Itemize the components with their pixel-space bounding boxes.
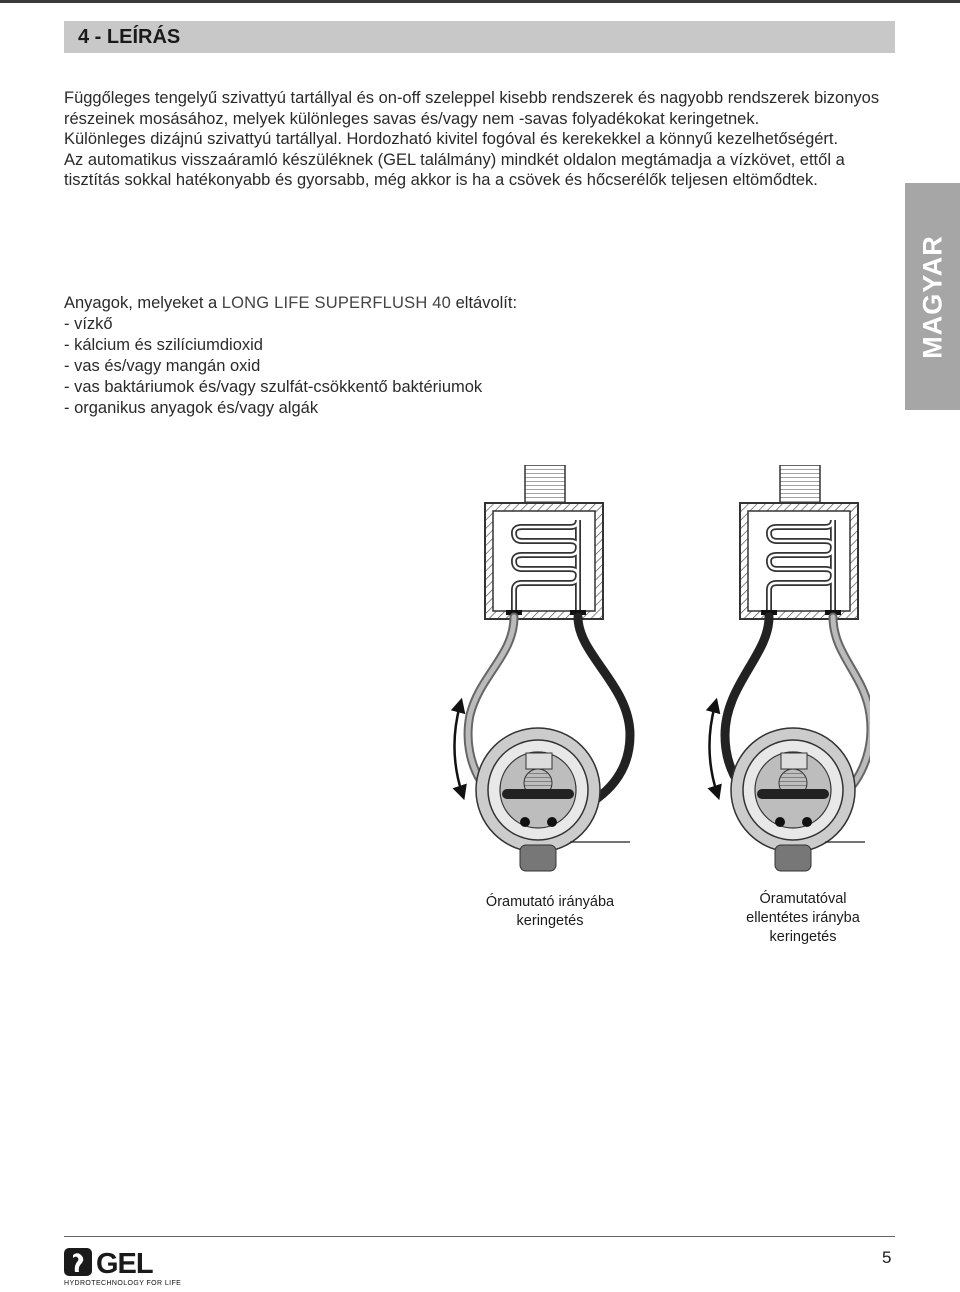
materials-heading-suffix: eltávolít: — [451, 294, 518, 312]
intro-paragraph-2: Különleges dizájnú szivattyú tartállyal. Hordozható kivitel fogóval és kerekekkel a könnyű kezelhetőségért. — [64, 130, 839, 149]
language-tab — [905, 183, 960, 410]
caption-line: Óramutatóval — [759, 891, 847, 907]
logo-text: GEL — [96, 1248, 153, 1279]
caption-line: ellentétes irányba — [746, 910, 860, 926]
circulation-diagram — [430, 465, 870, 885]
section-title: 4 - LEÍRÁS — [78, 26, 181, 48]
clockwise-caption — [470, 893, 630, 931]
logo-tagline: HYDROTECHNOLOGY FOR LIFE — [64, 1280, 182, 1287]
material-item: - vas baktáriumok és/vagy szulfát-csökkentő baktériumok — [64, 378, 483, 396]
material-item: - vas és/vagy mangán oxid — [64, 357, 261, 375]
top-rule — [0, 0, 960, 3]
material-item: - vízkő — [64, 315, 113, 333]
section-header — [64, 21, 895, 53]
counterclockwise-unit — [709, 465, 870, 871]
language-tab-label: MAGYAR — [917, 234, 947, 359]
caption-line: keringetés — [769, 929, 837, 945]
gel-logo — [64, 1247, 184, 1279]
page-number: 5 — [882, 1248, 892, 1267]
caption-line: keringetés — [516, 913, 584, 929]
materials-list — [64, 293, 864, 419]
footer-rule — [64, 1236, 895, 1237]
intro-text — [64, 88, 899, 191]
material-item: - kálcium és szilíciumdioxid — [64, 336, 263, 354]
product-name: LONG LIFE SUPERFLUSH 40 — [221, 294, 452, 312]
intro-paragraph-1: Függőleges tengelyű szivattyú tartállyal és on-off szeleppel kisebb rendszerek és nagyobb rendszerek bizonyos részeinek mosásához, melyek különleges savas és/vagy nem -savas folyadékokat keringetnek. — [64, 89, 880, 128]
materials-heading-prefix: Anyagok, melyeket a — [64, 294, 222, 312]
caption-line: Óramutató irányába — [485, 894, 615, 910]
material-item: - organikus anyagok és/vagy algák — [64, 399, 319, 417]
counterclockwise-caption — [723, 890, 883, 947]
materials-heading — [64, 293, 864, 314]
clockwise-unit — [454, 465, 630, 871]
intro-paragraph-3: Az automatikus visszaáramló készüléknek (GEL találmány) mindkét oldalon megtámadja a vízkövet, ettől a tisztítás sokkal hatékonyabb és gyorsabb, még akkor is ha a csövek és hőcserélők teljesen eltömődtek. — [64, 150, 845, 190]
